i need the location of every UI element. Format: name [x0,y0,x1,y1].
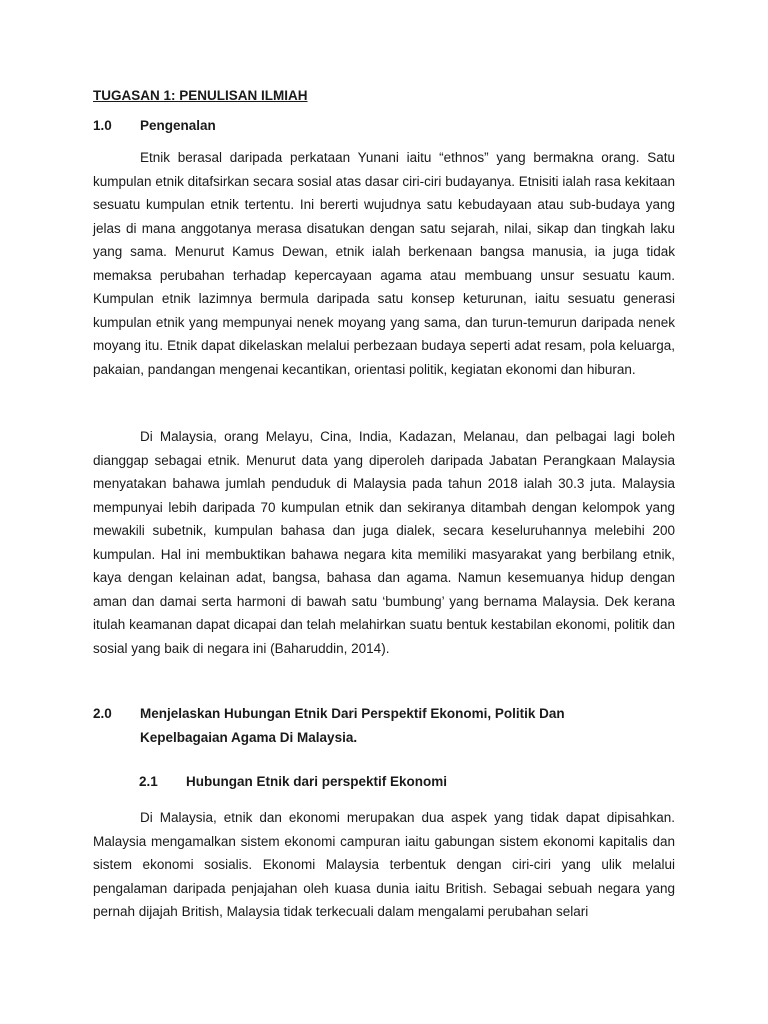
subsection-title: Hubungan Etnik dari perspektif Ekonomi [186,774,448,789]
document-title: TUGASAN 1: PENULISAN ILMIAH [93,88,308,103]
section-2-1-heading [139,770,447,794]
paragraph-intro-2: Di Malaysia, orang Melayu, Cina, India, Kadazan, Melanau, dan pelbagai lagi boleh dianggap sebagai etnik. Menurut data yang diperoleh daripada Jabatan Perangkaan Malaysia menyatakan bahawa jumlah penduduk di Malaysia pada tahun 2018 ialah 30.3 juta. Malaysia mempunyai lebih daripada 70 kumpulan etnik dan sekiranya ditambah dengan kelompok yang mewakili subetnik, kumpulan bahasa dan juga dialek, secara keseluruhannya melebihi 200 kumpulan. Hal ini membuktikan bahawa negara kita memiliki masyarakat yang berbilang etnik, kaya dengan kelainan adat, bangsa, bahasa dan agama. Namun kesemuanya hidup dengan aman dan damai serta harmoni di bawah satu ‘bumbung’ yang bernama Malaysia. Dek kerana itulah keamanan dapat dicapai dan telah melahirkan suatu bentuk kestabilan ekonomi, politik dan sosial yang baik di negara ini (Baharuddin, 2014). [93,429,675,656]
section-1-heading [93,114,216,138]
section-title-line-2: Kepelbagaian Agama Di Malaysia. [140,730,358,745]
section-number: 2.0 [93,706,112,721]
subsection-number: 2.1 [139,774,158,789]
section-title: Pengenalan [140,118,216,133]
paragraph-economy: Di Malaysia, etnik dan ekonomi merupakan dua aspek yang tidak dapat dipisahkan. Malaysia mengamalkan sistem ekonomi campuran iaitu gabungan sistem ekonomi kapitalis dan sistem ekonomi sosialis. Ekonomi Malaysia terbentuk dengan ciri-ciri yang ulik melalui pengalaman daripada penjajahan oleh kuasa dunia iaitu British. Sebagai sebuah negara yang pernah dijajah British, Malaysia tidak terkecuali dalam mengalami perubahan selari [93,810,675,920]
paragraph-intro-1: Etnik berasal daripada perkataan Yunani iaitu “ethnos” yang bermakna orang. Satu kumpulan etnik ditafsirkan secara sosial atas dasar ciri-ciri budayanya. Etnisiti ialah rasa kekitaan sesuatu kumpulan etnik tertentu. Ini bererti wujudnya satu kebudayaan atau sub-budaya yang jelas di mana anggotanya merasa disatukan dengan satu sejarah, nilai, sikap dan tingkah laku yang sama. Menurut Kamus Dewan, etnik ialah berkenaan bangsa manusia, ia juga tidak memaksa perubahan terhadap kepercayaan agama atau membuang unsur sesuatu kaum. Kumpulan etnik lazimnya bermula daripada satu konsep keturunan, iaitu sesuatu generasi kumpulan etnik yang mempunyai nenek moyang yang sama, dan turun-temurun daripada nenek moyang itu. Etnik dapat dikelaskan melalui perbezaan budaya seperti adat resam, pola keluarga, pakaian, pandangan mengenai kecantikan, orientasi politik, kegiatan ekonomi dan hiburan. [93,150,675,377]
section-number: 1.0 [93,118,112,133]
section-title [140,702,565,750]
section-title-line-1: Menjelaskan Hubungan Etnik Dari Perspektif Ekonomi, Politik Dan [140,706,565,721]
section-2-heading [93,702,565,750]
